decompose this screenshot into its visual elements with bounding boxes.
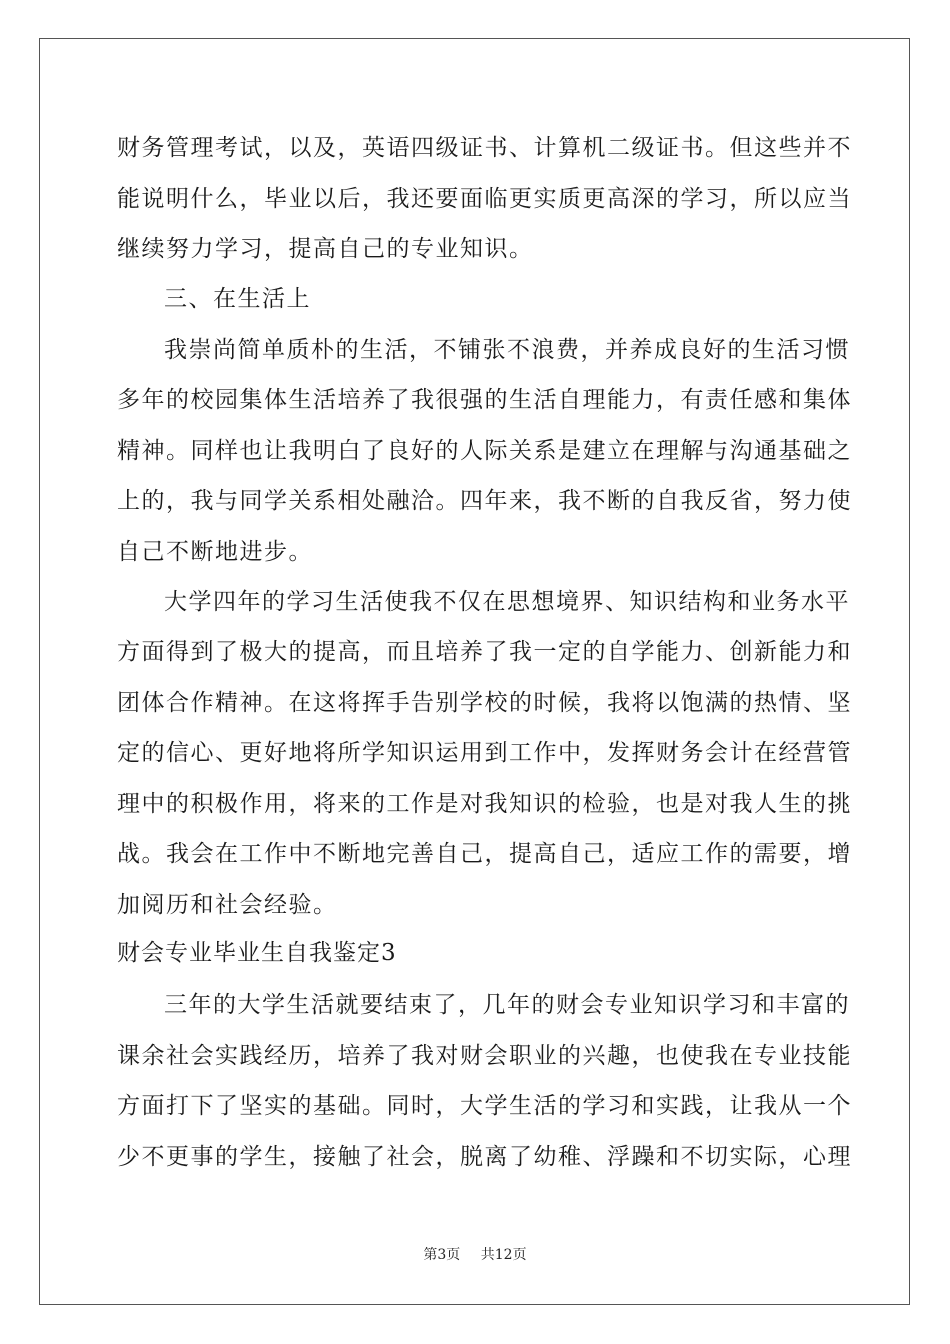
body-text-line: 我崇尚简单质朴的生活，不铺张不浪费，并养成良好的生活习惯: [164, 337, 850, 363]
section-heading: 三、在生活上: [164, 286, 311, 312]
body-text-line: 精神。同样也让我明白了良好的人际关系是建立在理解与沟通基础之: [117, 438, 852, 464]
body-text-line: 多年的校园集体生活培养了我很强的生活自理能力，有责任感和集体: [117, 387, 852, 413]
body-text-line: 方面打下了坚实的基础。同时，大学生活的学习和实践，让我从一个: [117, 1093, 852, 1119]
body-text-line: 理中的积极作用，将来的工作是对我知识的检验，也是对我人生的挑: [117, 791, 852, 817]
body-text-line: 上的，我与同学关系相处融洽。四年来，我不断的自我反省，努力使: [117, 488, 852, 514]
article-title: 财会专业毕业生自我鉴定3: [117, 940, 397, 966]
body-text-line: 能说明什么，毕业以后，我还要面临更实质更高深的学习，所以应当: [117, 186, 852, 212]
page-number: 第3页: [423, 1247, 461, 1263]
body-text-line: 财务管理考试，以及，英语四级证书、计算机二级证书。但这些并不: [117, 135, 852, 161]
body-text-line: 继续努力学习，提高自己的专业知识。: [117, 236, 534, 262]
body-text-line: 定的信心、更好地将所学知识运用到工作中，发挥财务会计在经营管: [117, 740, 852, 766]
page-footer: [0, 1246, 950, 1264]
body-text-line: 加阅历和社会经验。: [117, 892, 338, 918]
body-text-line: 方面得到了极大的提高，而且培养了我一定的自学能力、创新能力和: [117, 639, 852, 665]
page-total: 共12页: [480, 1247, 527, 1263]
body-text-line: 大学四年的学习生活使我不仅在思想境界、知识结构和业务水平: [164, 589, 850, 615]
body-text-line: 战。我会在工作中不断地完善自己，提高自己，适应工作的需要，增: [117, 841, 852, 867]
body-text-line: 三年的大学生活就要结束了，几年的财会专业知识学习和丰富的: [164, 992, 850, 1018]
body-text-line: 少不更事的学生，接触了社会，脱离了幼稚、浮躁和不切实际，心理: [117, 1144, 852, 1170]
body-text-line: 课余社会实践经历，培养了我对财会职业的兴趣，也使我在专业技能: [117, 1043, 852, 1069]
body-text-line: 团体合作精神。在这将挥手告别学校的时候，我将以饱满的热情、坚: [117, 690, 852, 716]
body-text-line: 自己不断地进步。: [117, 539, 313, 565]
